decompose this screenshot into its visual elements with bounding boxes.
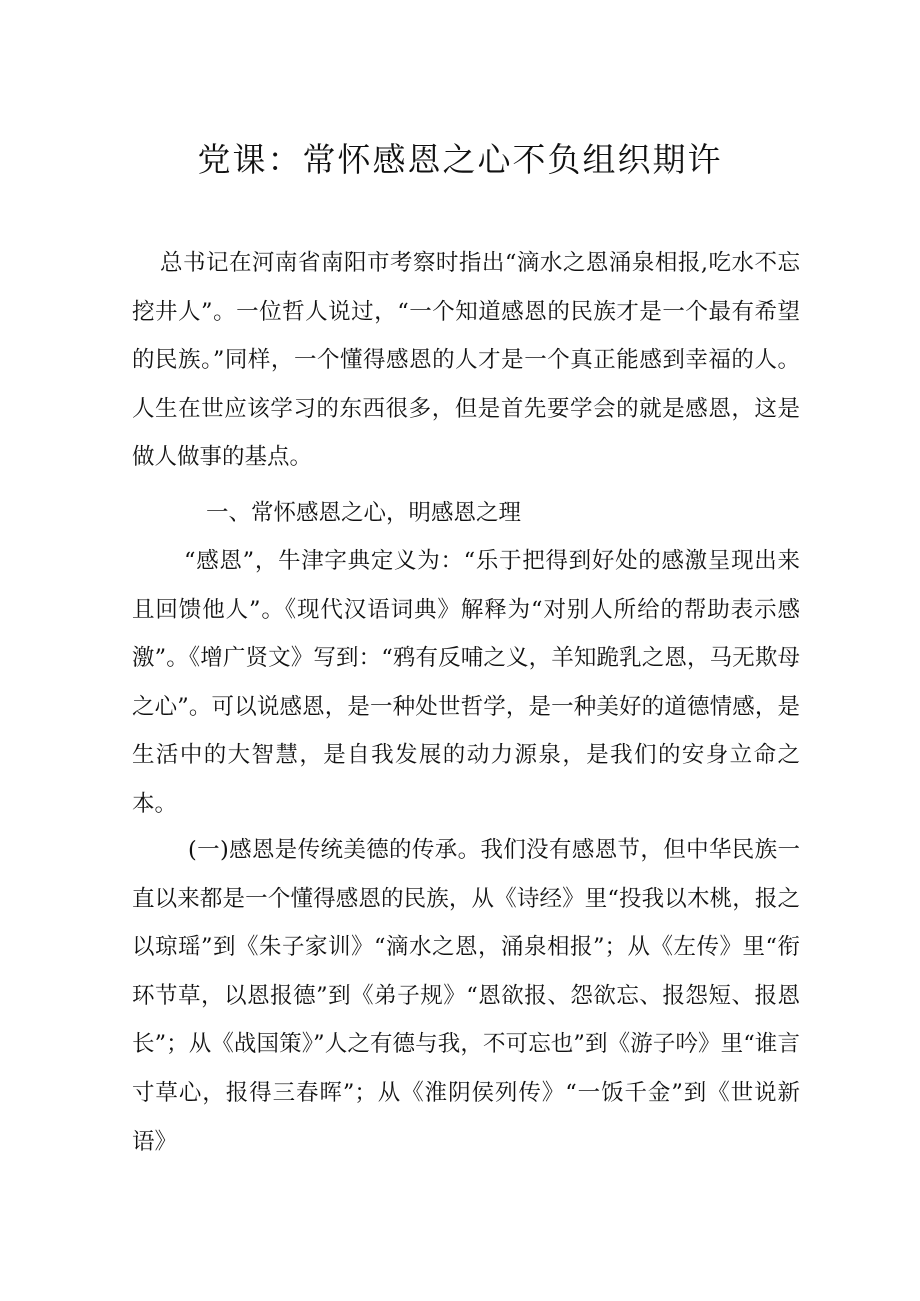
tradition-paragraph: (一)感恩是传统美德的传承。我们没有感恩节，但中华民族一直以来都是一个懂得感恩的民族，从《诗经》里“投我以木桃，报之以琼瑶”到《朱子家训》“滴水之恩，涌泉相报”；从《左传》里“衔环节草，以恩报德”到《弟子规》“恩欲报、怨欲忘、报怨短、报恩长”；从《战国策》”人之有德与我，不可忘也”到《游子吟》里“谁言寸草心，报得三春晖”；从《淮阴侯列传》“一饭千金”到《世说新语》 [132, 837, 800, 1155]
document-title: 党课：常怀感恩之心不负组织期许 [197, 140, 723, 179]
section-heading: 一、常怀感恩之心，明感恩之理 [206, 500, 522, 526]
intro-paragraph: 总书记在河南省南阳市考察时指出“滴水之恩涌泉相报,吃水不忘挖井人”。一位哲人说过，“一个知道感恩的民族才是一个最有希望的民族。”同样，一个懂得感恩的人才是一个真正能感到幸福的人。人生在世应该学习的东西很多，但是首先要学会的就是感恩，这是做人做事的基点。 [132, 250, 800, 471]
definition-paragraph: “感恩”，牛津字典定义为：“乐于把得到好处的感激呈现出来且回馈他人”。《现代汉语词典》解释为“对别人所给的帮助表示感激”。《增广贤文》写到：“鸦有反哺之义，羊知跪乳之恩，马无欺母之心”。可以说感恩，是一种处世哲学，是一种美好的道德情感，是生活中的大智慧，是自我发展的动力源泉，是我们的安身立命之本。 [132, 548, 800, 817]
